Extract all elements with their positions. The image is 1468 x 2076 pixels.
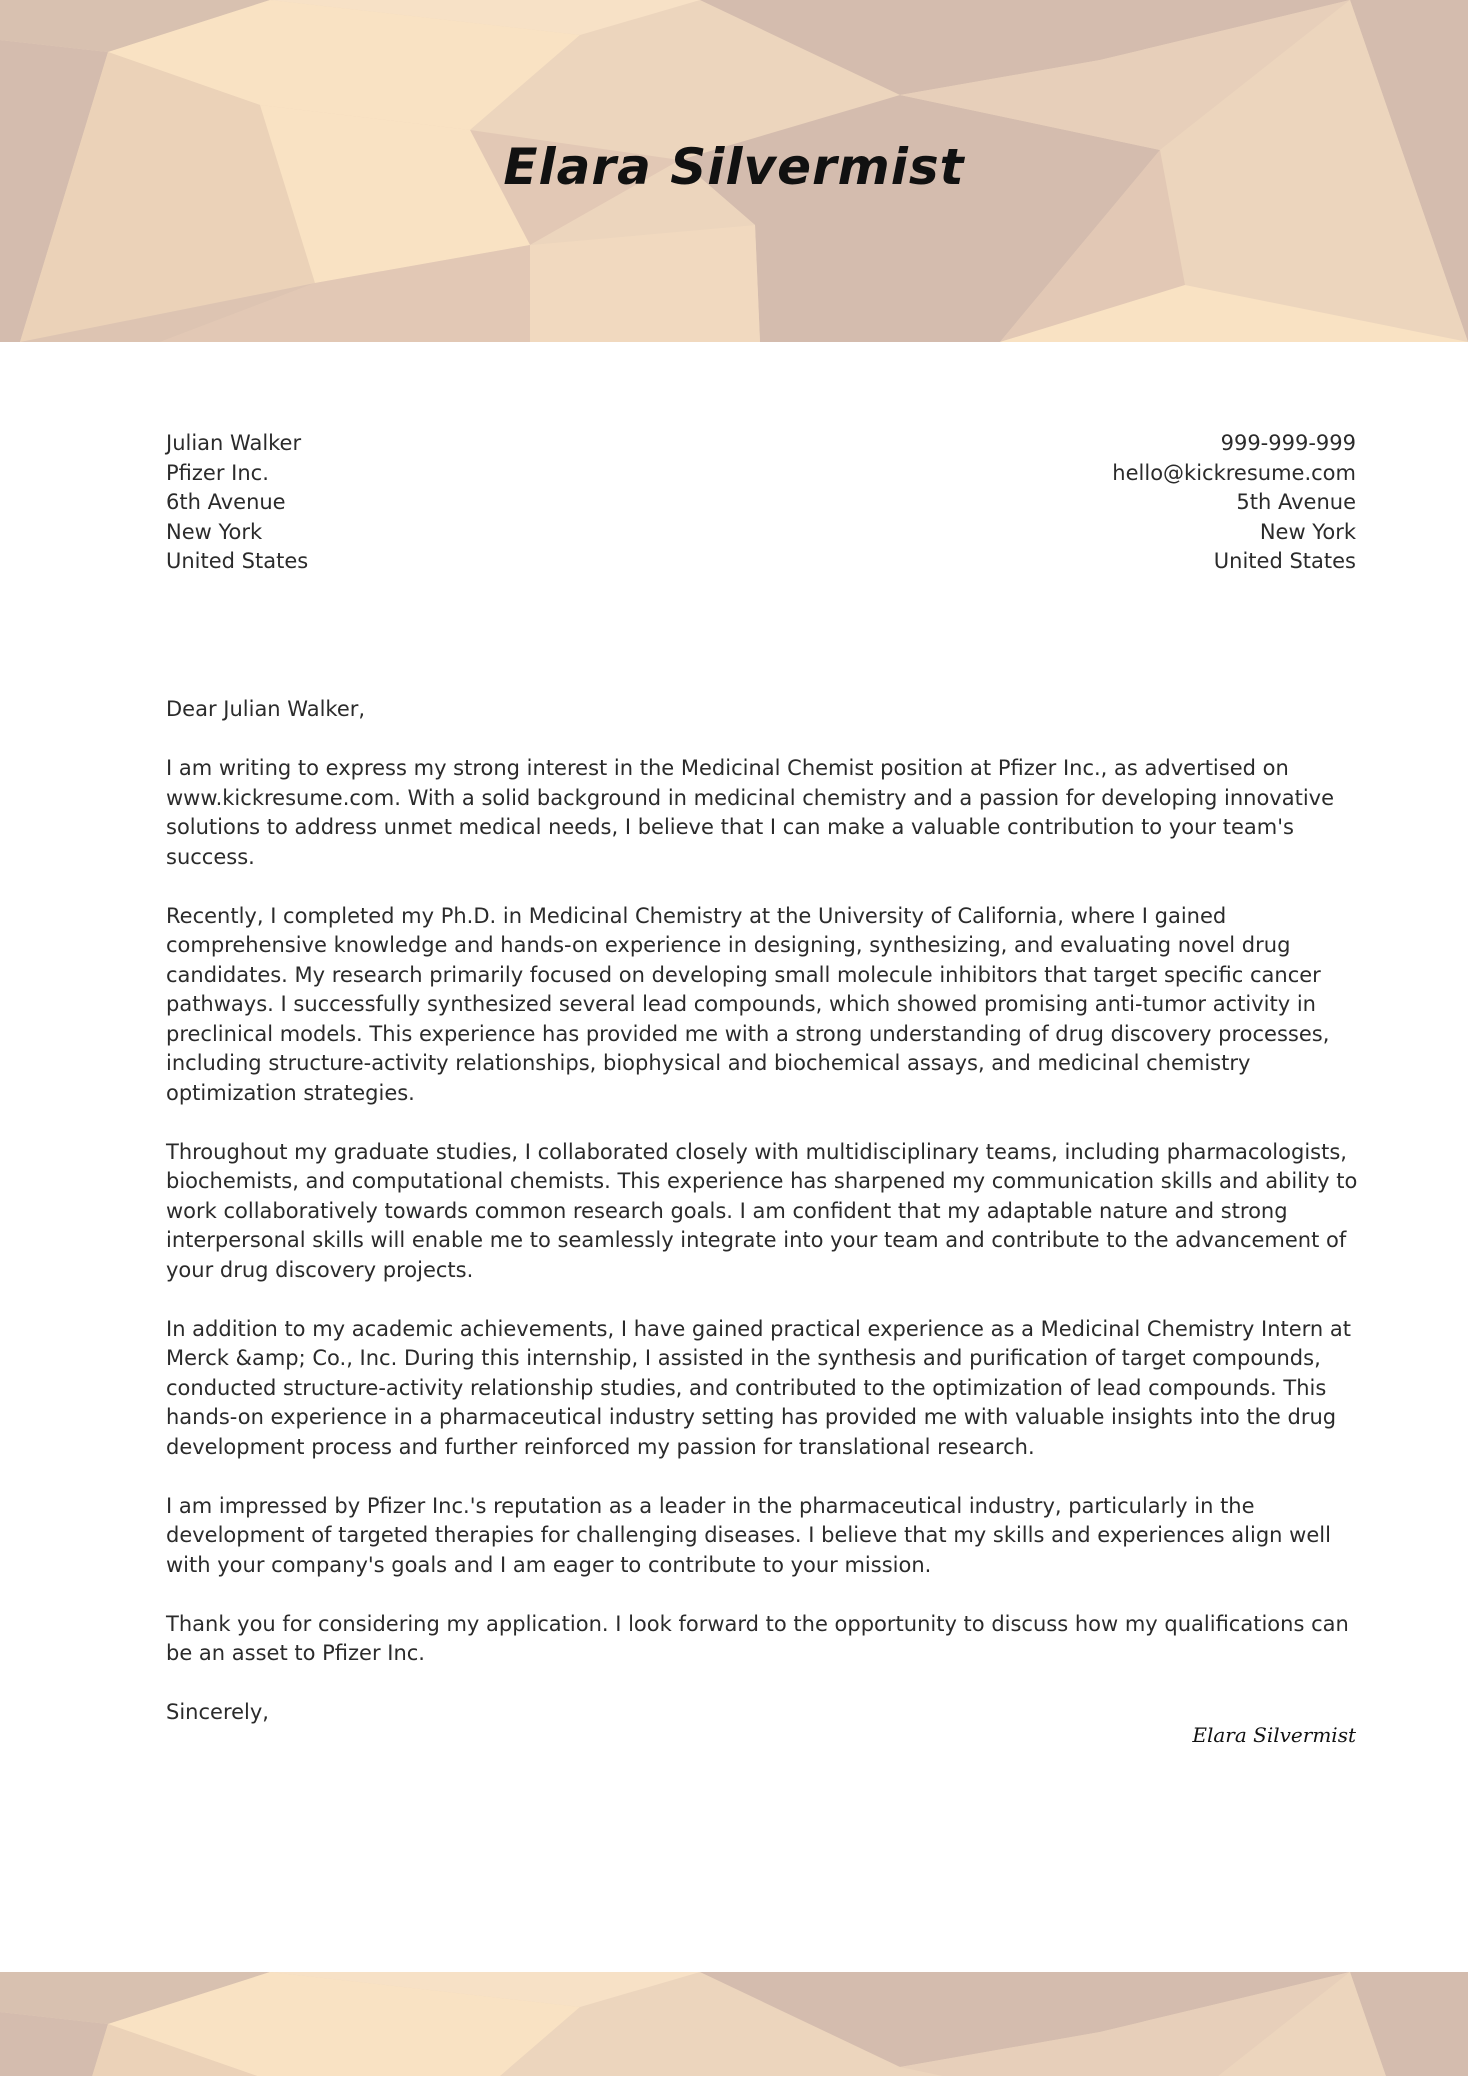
letter-body [166,695,1364,1757]
recipient-country: United States [166,549,309,573]
footer-banner [0,1972,1468,2076]
recipient-address [166,429,308,577]
header-banner [0,0,1468,342]
recipient-city: New York [166,519,263,544]
signature: Elara Silvermist [1192,1723,1356,1747]
footer-polygon-pattern [0,1972,1468,2076]
sender-country: United States [1213,549,1356,573]
recipient-street: 6th Avenue [166,490,286,514]
applicant-name: Elara Silvermist [503,138,965,196]
salutation: Dear Julian Walker, [166,697,366,721]
paragraph-collaboration: Throughout my graduate studies, I collaborated closely with multidisciplinary teams, including pharmacologists, biochemists, and computational chemists. This experience has sharpened my communication skills and ability to work collaboratively towards common research goals. I am confident that my adaptable nature and strong interpersonal skills will enable me to seamlessly integrate into your team and contribute to the advancement of your drug discovery projects. [166,1139,1358,1282]
recipient-name: Julian Walker [166,431,302,455]
paragraph-company: I am impressed by Pfizer Inc.'s reputation as a leader in the pharmaceutical industry, particularly in the development of targeted therapies for challenging diseases. I believe that my skills and experiences align well with your company's goals and I am eager to contribute to your mission. [166,1493,1331,1577]
sender-email: hello@kickresume.com [1112,460,1356,485]
paragraph-internship: In addition to my academic achievements, I have gained practical experience as a Medicinal Chemistry Intern at Merck &amp; Co., Inc. During this internship, I assisted in the synthesis and purification of target compounds, conducted structure-activity relationship studies, and contributed to the optimization of lead compounds. This hands-on experience in a pharmaceutical industry setting has provided me with valuable insights into the drug development process and further reinforced my passion for translational research. [166,1316,1352,1459]
paragraph-thanks: Thank you for considering my application. I look forward to the opportunity to discuss how my qualifications can be an asset to Pfizer Inc. [166,1611,1349,1665]
paragraph-education: Recently, I completed my Ph.D. in Medicinal Chemistry at the University of California, where I gained comprehensive knowledge and hands-on experience in designing, synthesizing, and evaluating novel drug candidates. My research primarily focused on developing small molecule inhibitors that target specific cancer pathways. I successfully synthesized several lead compounds, which showed promising anti-tumor activity in preclinical models. This experience has provided me with a strong understanding of drug discovery processes, including structure-activity relationships, biophysical and biochemical assays, and medicinal chemistry optimization strategies. [166,903,1330,1105]
paragraph-intro: I am writing to express my strong interest in the Medicinal Chemist position at Pfizer Inc., as advertised on www.kickresume.com. With a solid background in medicinal chemistry and a passion for developing innovative solutions to address unmet medical needs, I believe that I can make a valuable contribution to your team's success. [166,756,1335,869]
closing: Sincerely, [166,1700,269,1724]
sender-contact [1112,429,1356,577]
sender-city: New York [1259,519,1356,544]
sender-phone: 999-999-999 [1220,431,1356,455]
recipient-company: Pfizer Inc. [166,460,269,485]
sender-street: 5th Avenue [1236,490,1356,514]
